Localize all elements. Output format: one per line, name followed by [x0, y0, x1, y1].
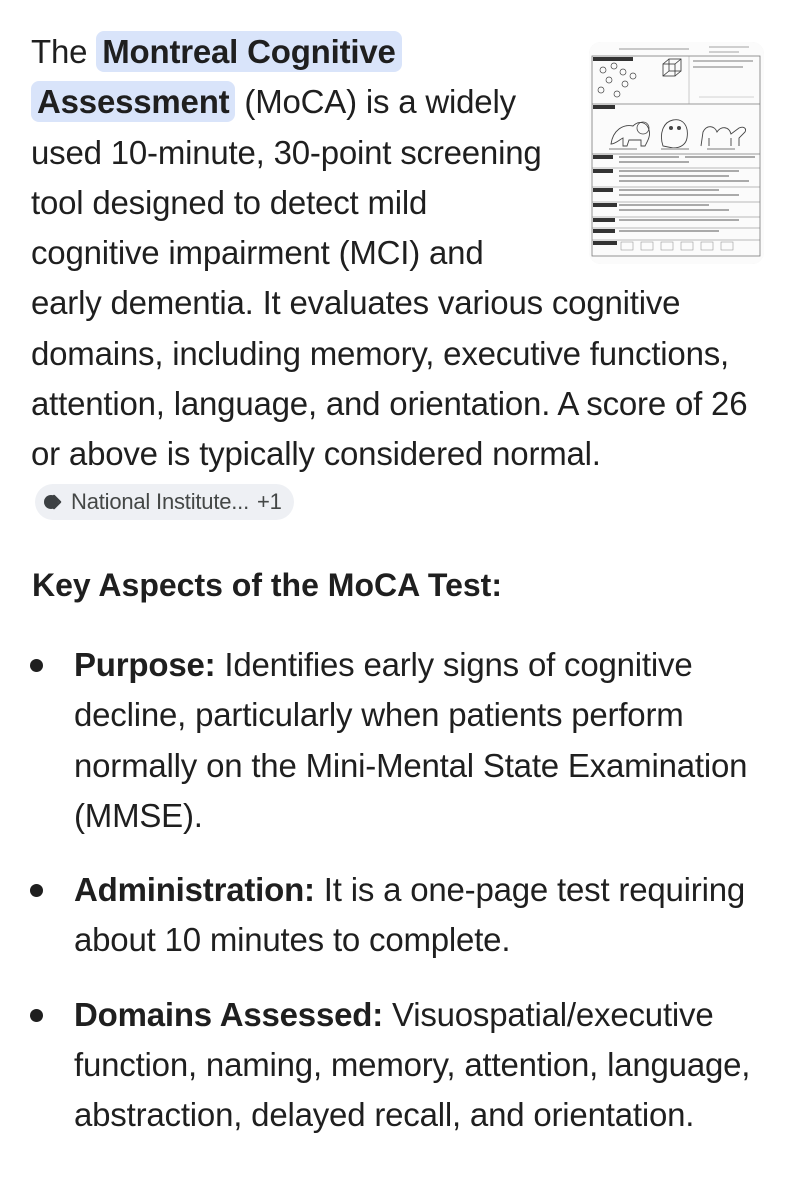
source-chip-more-count: +1 — [257, 488, 282, 514]
source-icon — [43, 492, 63, 512]
intro-body: (MoCA) is a widely used 10-minute, 30-point screening tool designed to detect mild cognitive impairment (MCI) and early dementia. It evaluates various cognitive domains, including memory, executive functions, attention, language, and orientation. A score of 26 or above is typically considered normal. — [31, 83, 748, 473]
bullet-icon — [30, 659, 43, 672]
bullet-icon — [30, 884, 43, 897]
bullet-title: Domains Assessed: — [74, 995, 384, 1033]
bullet-title: Administration: — [74, 871, 315, 909]
source-chip-label: National Institute... — [71, 488, 250, 514]
bullet-title: Purpose: — [74, 646, 216, 683]
section-heading: Key Aspects of the MoCA Test: — [32, 567, 502, 603]
intro-prefix: The — [31, 33, 97, 70]
source-citation-chip[interactable] — [35, 484, 294, 520]
bullet-text: Visuospatial/executive function, naming, memory, attention, language, abstraction, delayed recall, and orientation. — [74, 995, 751, 1134]
key-aspects-list — [0, 640, 798, 1165]
intro-paragraph — [31, 27, 771, 530]
list-item — [0, 990, 798, 1141]
bullet-icon — [30, 1009, 43, 1022]
bullet-text: It is a one-page test requiring about 10 minutes to complete. — [74, 871, 746, 959]
montreal-cognitive-assessment-link[interactable]: Montreal Cognitive Assessment — [31, 31, 402, 122]
list-item — [0, 865, 798, 966]
thumbnail-spacer — [549, 27, 771, 267]
bullet-text: Identifies early signs of cognitive decline, particularly when patients perform normally on the Mini-Mental State Examination (MMSE). — [74, 646, 748, 834]
list-item — [0, 640, 798, 841]
